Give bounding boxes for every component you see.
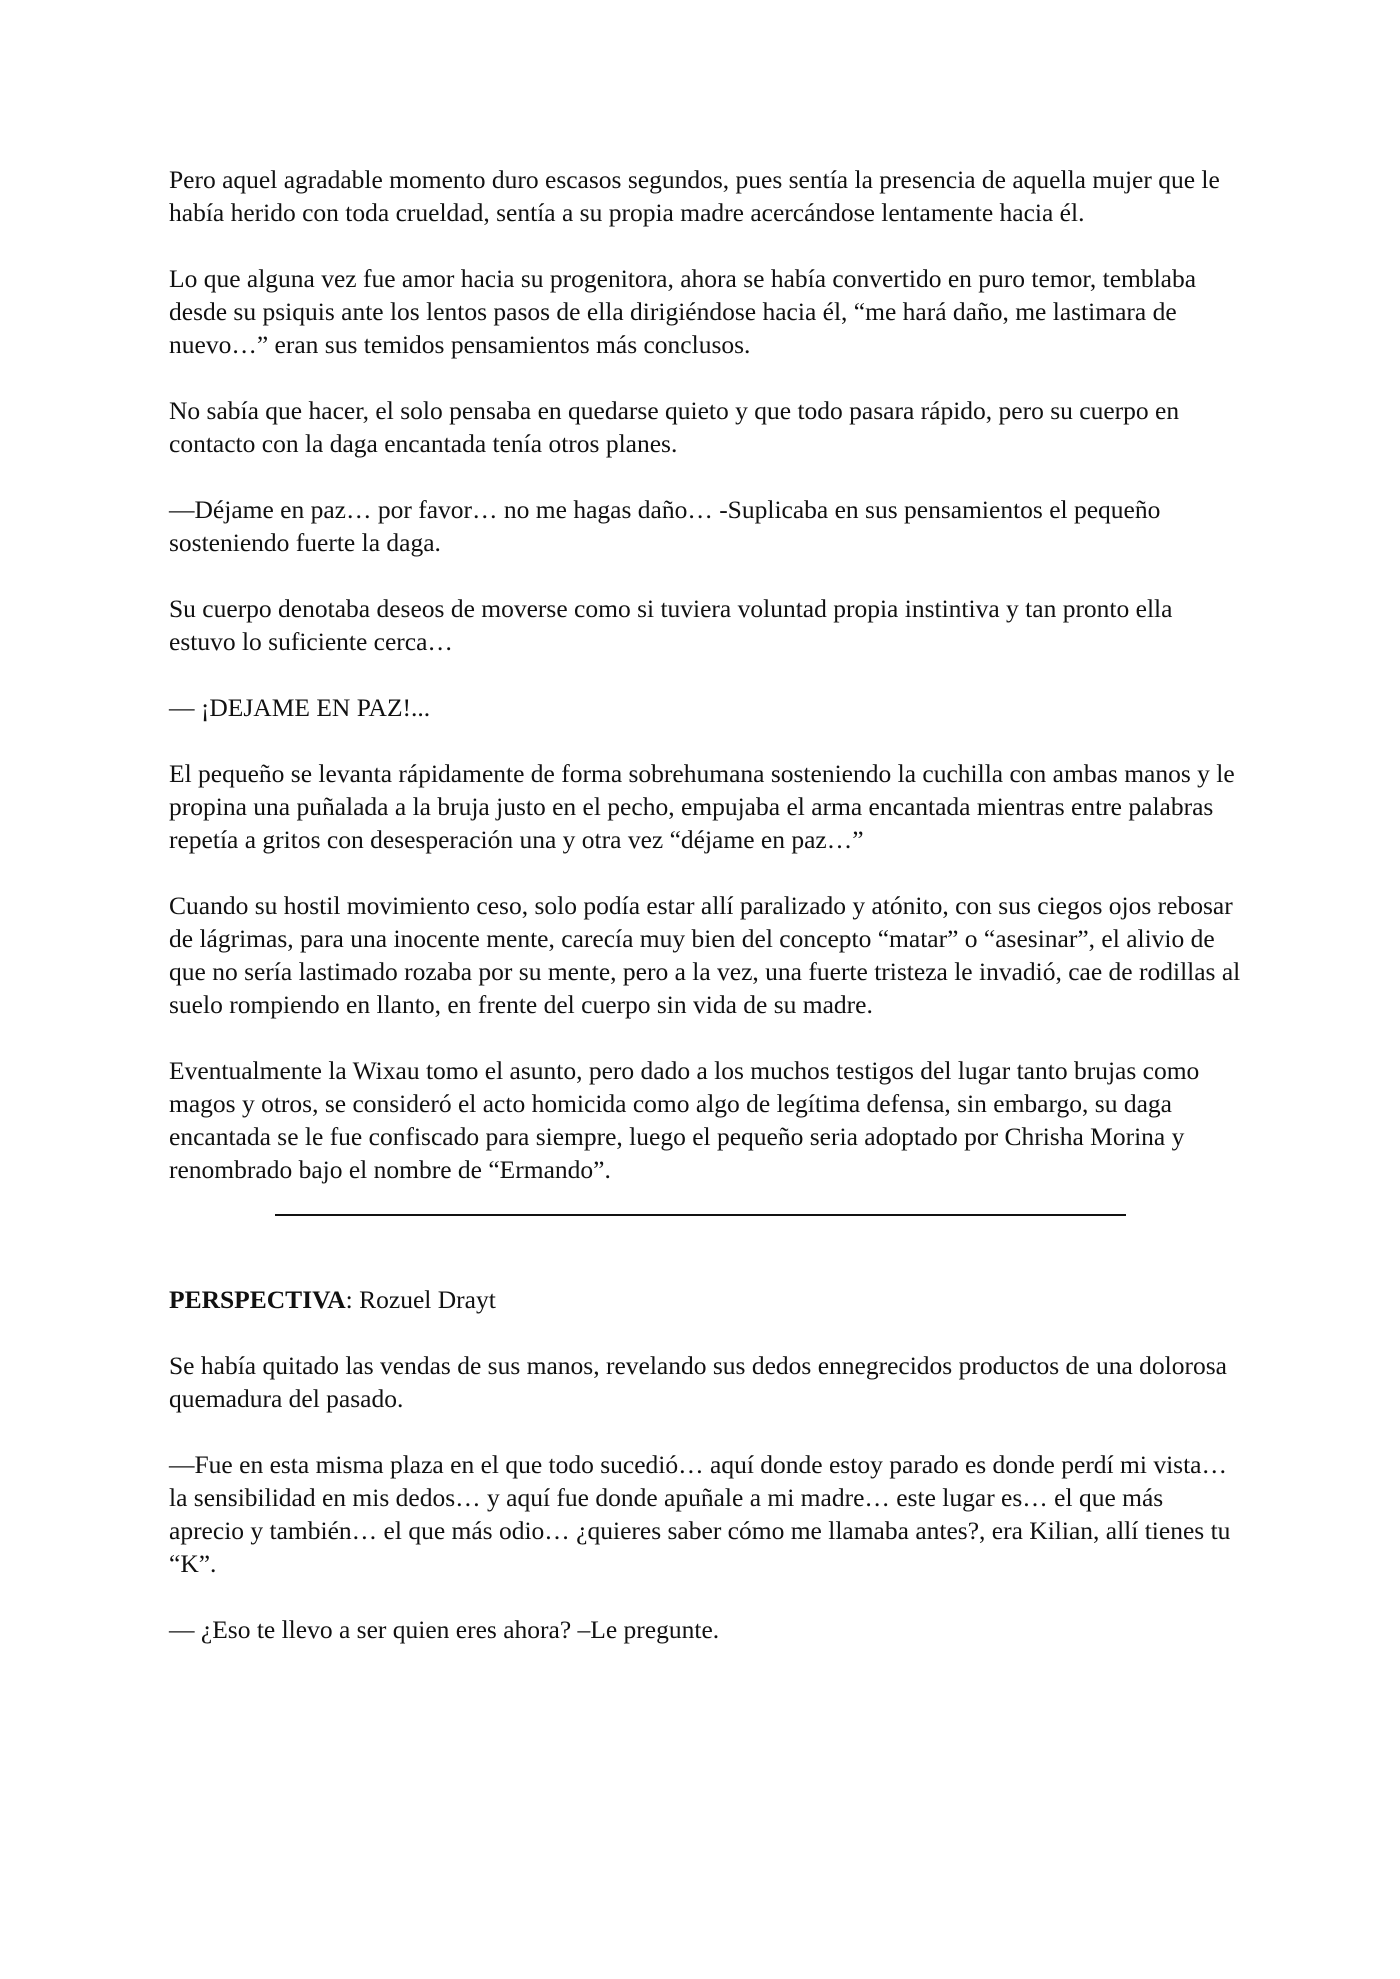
perspective-label: PERSPECTIVA [169, 1285, 346, 1314]
paragraph-indecision: No sabía que hacer, el solo pensaba en quedarse quieto y que todo pasara rápido, pero su cuerpo en contacto con la daga encantada tenía otros planes. [169, 396, 1180, 458]
paragraph-mother-approaches: Pero aquel agradable momento duro escasos segundos, pues sentía la presencia de aquella mujer que le había herido con toda crueldad, sentía a su propia madre acercándose lentamente hacia él. [169, 165, 1220, 227]
document-body [169, 163, 1244, 1679]
paragraph-adoption: Eventualmente la Wixau tomo el asunto, pero dado a los muchos testigos del lugar tanto brujas como magos y otros, se consideró el acto homicida como algo de legítima defensa, sin embargo, su daga encantada se le fue confiscado para siempre, luego el pequeño seria adoptado por Chrisha Morina y renombrado bajo el nombre de “Ermando”. [169, 1056, 1200, 1184]
paragraph-bandages: Se había quitado las vendas de sus manos, revelando sus dedos ennegrecidos productos de una dolorosa quemadura del pasado. [169, 1351, 1228, 1413]
paragraph-body-moves: Su cuerpo denotaba deseos de moverse como si tuviera voluntad propia instintiva y tan pronto ella estuvo lo suficiente cerca… [169, 594, 1173, 656]
paragraph-fear: Lo que alguna vez fue amor hacia su progenitora, ahora se había convertido en puro temor, temblaba desde su psiquis ante los lentos pasos de ella dirigiéndose hacia él, “me hará daño, me lastimara de nuevo…” eran sus temidos pensamientos más conclusos. [169, 264, 1197, 359]
paragraph-plea: —Déjame en paz… por favor… no me hagas daño… -Suplicaba en sus pensamientos el pequeño sosteniendo fuerte la daga. [169, 495, 1161, 557]
paragraph-aftermath: Cuando su hostil movimiento ceso, solo podía estar allí paralizado y atónito, con sus ciegos ojos rebosar de lágrimas, para una inocente mente, carecía muy bien del concepto “matar” o “asesinar”, el alivio de que no sería lastimado rozaba por su mente, pero a la vez, una fuerte tristeza le invadió, cae de rodillas al suelo rompiendo en llanto, en frente del cuerpo sin vida de su madre. [169, 891, 1241, 1019]
paragraph-plaza-memory: —Fue en esta misma plaza en el que todo sucedió… aquí donde estoy parado es donde perdí mi vista… la sensibilidad en mis dedos… y aquí fue donde apuñale a mi madre… este lugar es… el que más aprecio y también… el que más odio… ¿quieres saber cómo me llamaba antes?, era Kilian, allí tienes tu “K”. [169, 1450, 1231, 1578]
paragraph-question: — ¿Eso te llevo a ser quien eres ahora? –Le pregunte. [169, 1615, 720, 1644]
perspective-name: Rozuel Drayt [352, 1285, 496, 1314]
perspective-heading [169, 1283, 1244, 1316]
paragraph-stabbing: El pequeño se levanta rápidamente de forma sobrehumana sosteniendo la cuchilla con ambas manos y le propina una puñalada a la bruja justo en el pecho, empujaba el arma encantada mientras entre palabras repetía a gritos con desesperación una y otra vez “déjame en paz…” [169, 759, 1235, 854]
horizontal-rule [275, 1214, 1126, 1216]
perspective-separator: : [345, 1285, 353, 1314]
paragraph-shout: — ¡DEJAME EN PAZ!... [169, 693, 431, 722]
section-divider [169, 1214, 1244, 1215]
